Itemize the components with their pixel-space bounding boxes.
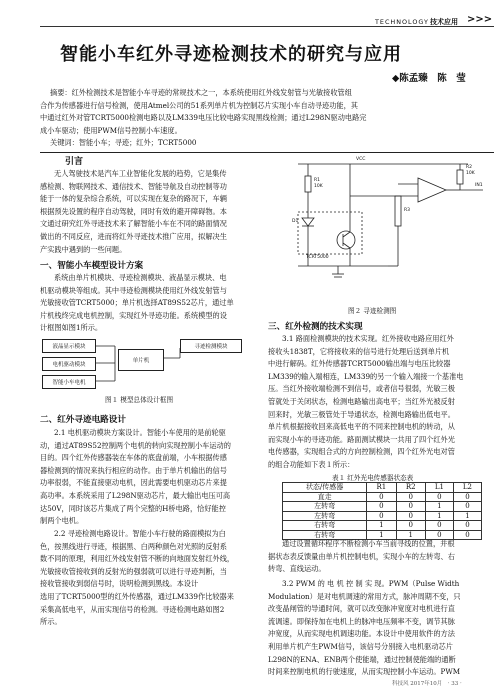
section2-heading: 二、红外寻迹电路设计 <box>40 415 126 425</box>
intro-heading: 引言 <box>65 157 84 167</box>
section2-line: 目的。四个红外传感器装在车体的底盘前端，小车根据传感 <box>40 453 227 463</box>
figure2-label-r1: R1 <box>314 178 320 183</box>
header-section: 技术应用 <box>430 17 458 26</box>
intro-line: 做出的不同反应，进而将红外寻迹技术推广应用，拟解决生 <box>40 231 227 241</box>
table-cell: 0 <box>425 492 453 502</box>
section1-line: 系统由单片机模块、寻迹检测模块、液晶显示模块、电 <box>54 273 227 282</box>
section2-line: 接收管接收到弱信号时，说明检测到黑线。本设计 <box>40 579 199 589</box>
sensor-state-table <box>282 482 482 540</box>
header-brand: TECHNOLOGY <box>375 18 429 26</box>
intro-line: 产实践中遇到的一些问题。 <box>40 244 127 254</box>
section1-line: 光敏接收管TCRT5000；单片机选择AT89S52芯片，通过单 <box>40 298 234 308</box>
section3-line: 冲宽度，从而实现电机调速功能。本设计中使用软件的方法 <box>268 629 455 639</box>
table-cell: 0 <box>453 492 481 502</box>
table-header-cell: 状态/传感器 <box>283 483 367 493</box>
section2-line: 所示。 <box>40 617 62 627</box>
abstract-line: 合作为传感器进行信号检测，使用Atmel公司的51系列单片机为控制芯片实现小车自动寻迹功能，其 <box>40 100 358 110</box>
intro-body <box>40 168 262 256</box>
figure1-caption: 图１ 模型总体设计框图 <box>105 396 174 404</box>
table-cell: 0 <box>453 530 481 540</box>
figure2-label-r3: R3 <box>404 208 410 213</box>
section1-line: 机驱动模块等组成。其中寻迹检测模块使用红外线发射管与 <box>40 285 227 295</box>
section2-line: 数不同的原理，利用红外线发射管不断的向地面发射红外线， <box>40 554 235 564</box>
section3-line: 时间来控制电机的行驶速度，从而实现控制小车运动。PWM <box>268 667 461 677</box>
table-cell: 1 <box>425 502 453 512</box>
section3-line: 据状态表反馈量由单片机控制电机，实现小车的左转弯、右 <box>268 551 455 561</box>
table-cell: 1 <box>367 530 396 540</box>
section2-line: 动，通过AT89S52控制两个电机的转向实现控制小车运动的 <box>40 440 231 450</box>
abstract-line: 成小车驱动；使用PWM信号控制小车速度。 <box>40 125 182 135</box>
section3-line: Modulation）是对电机调速的常用方式，脉冲周期不变，只 <box>268 591 461 601</box>
section3-line: 改变晶闸管的导通时间，就可以改变脉冲宽度对电机进行直 <box>268 604 455 614</box>
section3-line: 3.2 PWM 的 电 机 控 制 实 现。PWM（Pulse Width <box>282 579 460 588</box>
page-footer: 科技风 2017年10月 · 33 · <box>392 681 462 687</box>
figure2-label-r1v: 10K <box>314 184 323 189</box>
section2-line: 采集高低电平，从而实现信号的检测。寻迹检测电路如图2 <box>40 604 225 614</box>
table-cell: 0 <box>453 502 481 512</box>
section3-line: 单片机根据接收回来高低电平的不同来控制电机的转动，从 <box>268 422 455 432</box>
figure2-label-out: IN1 <box>475 183 483 188</box>
figure1 <box>40 336 262 392</box>
intro-line: 能于一体的复杂综合系统，可以实现在复杂的路况下，车辆 <box>40 194 227 204</box>
figure1-box-track: 寻迹检测模块 <box>180 339 242 353</box>
figure2-label-u: TCRT5000 <box>306 255 329 260</box>
header-bar <box>40 26 494 27</box>
table-cell: 0 <box>367 502 396 512</box>
section2-line: 2.2 寻迹检测电路设计。智能小车行驶的路面模拟为白 <box>54 529 226 538</box>
table-cell: 左转弯 <box>283 511 367 521</box>
table-cell: 0 <box>396 492 425 502</box>
figure2-caption: 图２ 寻迹检测图 <box>348 307 397 315</box>
section3-line: 利用单片机产生PWM信号，该信号分别接入电机驱动芯片 <box>268 641 453 651</box>
table-header-cell: R1 <box>367 483 396 493</box>
section1-line: 计框图如图1所示。 <box>40 323 103 333</box>
section2-line: 2.1 电机驱动模块方案设计。智能小车使用的是前轮驱 <box>54 428 226 437</box>
table-cell: 0 <box>453 521 481 531</box>
figure2-circuit <box>268 156 494 302</box>
section2-line: 高功率。本系统采用了L298N驱动芯片，最大输出电压可高 <box>40 490 231 500</box>
figure2-label-r2: R2 <box>466 165 472 170</box>
figure2 <box>268 156 494 302</box>
section3-p2 <box>268 538 494 576</box>
section3-line: 的组合功能如下表１所示： <box>268 459 355 469</box>
section3-line: 接收头1838T，它将接收来的信号进行处理后送到单片机 <box>268 346 450 356</box>
table-cell: 0 <box>396 502 425 512</box>
section3-line: 压。当红外接收端检测不到信号，或者信号很弱，光敏三极 <box>268 384 455 394</box>
section3-line: 转弯、直线运动。 <box>268 564 326 574</box>
section2-p2 <box>40 528 262 629</box>
intro-line: 文通过研究红外寻迹技术来了解智能小车在不同的路面情况 <box>40 219 227 229</box>
chevron-icon: >>> <box>467 14 493 25</box>
section2-line: 色，按黑线进行寻迹，根据黑、白两种颜色对光照的反射系 <box>40 541 227 551</box>
figure1-box-mcu: 单片机 <box>118 349 164 371</box>
table-row <box>283 492 482 502</box>
table-header-cell: L2 <box>453 483 481 493</box>
section3-line: L298N的ENA、ENB两个使能端，通过控制使能端的通断 <box>268 654 456 664</box>
authors: ◆陈孟臻 陈 莹 <box>392 73 466 84</box>
table-cell: 左转弯 <box>283 502 367 512</box>
section3-line: 中进行解码。红外传感器TCRT5000输出端与电压比较器 <box>268 359 451 369</box>
table-header-row <box>283 483 482 493</box>
table-cell: 1 <box>396 530 425 540</box>
figure2-label-vcc: VCC <box>356 157 366 162</box>
table-row <box>283 511 482 521</box>
figure1-box-lcd: 液晶显示模块 <box>42 339 96 353</box>
table-cell: 0 <box>425 521 453 531</box>
intro-line: 无人驾驶技术是汽车工业智能化发展的趋势，它是集传 <box>54 169 227 178</box>
section2-line: 选用了TCRT5000型的红外传感器，通过LM339作比较器来 <box>40 591 234 601</box>
section3-line: 流调速。即保持加在电机上的脉冲电压频率不变，调节其脉 <box>268 616 455 626</box>
abstract-line: 中通过红外对管TCRT5000检测电路以及LM339电压比较电路实现黑线检测；通过L298N驱动电路完 <box>40 113 367 123</box>
section3-line: LM339的输入端相连，LM339的另一个输入端接一个基准电 <box>268 371 464 381</box>
section3-p3 <box>268 578 494 679</box>
table-header-cell: L1 <box>425 483 453 493</box>
table-cell: 右转弯 <box>283 521 367 531</box>
table-cell: 0 <box>396 511 425 521</box>
keywords: 关键词：智能小车；寻迹；红外；TCRT5000 <box>50 138 197 148</box>
section1-body <box>40 272 262 335</box>
table-cell: 1 <box>367 521 396 531</box>
figure1-box-drive: 电机驱动模块 <box>42 357 96 371</box>
intro-line: 感检测、物联网技术、通信技术、智能导航及自动控制等功 <box>40 181 227 191</box>
figure2-label-d1: D1 <box>292 219 299 224</box>
section2-line: 达50V，同时该芯片集成了两个完整的H桥电路，恰好能控 <box>40 503 226 513</box>
section3-line: 回来时，光敏三极管处于导通状态，检测电路输出低电平。 <box>268 409 455 419</box>
abstract-divider <box>40 152 494 153</box>
table-row <box>283 502 482 512</box>
section3-line: 电传感器，实现组合式的方向控制检测，四个红外光电对管 <box>268 447 455 457</box>
section3-heading: 三、红外检测的技术实现 <box>268 322 363 332</box>
section3-line: 管就处于关闭状态，检测电路输出高电平；当红外光被反射 <box>268 396 455 406</box>
page-title: 智能小车红外寻迹检测技术的研究与应用 <box>60 44 402 65</box>
section1-line: 片机栈终完成电机控制，实现红外寻迹功能。系统模型的设 <box>40 310 227 320</box>
section3-p1 <box>268 333 494 472</box>
section3-line: 3.1 路面检测模块的技术实现。红外接收电路应用红外 <box>282 334 454 343</box>
section2-line: 制两个电机。 <box>40 516 84 526</box>
table-cell: 0 <box>396 521 425 531</box>
table-cell: 0 <box>367 492 396 502</box>
section2-line: 功率很弱，不能直接驱动电机，因此需要电机驱动芯片来提 <box>40 478 227 488</box>
intro-line: 根据预先设置的程序自动驾驶，同时有效的避开障碍物。本 <box>40 206 227 216</box>
abstract-line: 摘要：红外检测技术是智能小车寻迹的常规技术之一，本系统使用红外线发射管与光敏接收管组 <box>50 88 352 97</box>
section2-p1 <box>40 427 262 528</box>
table-header-cell: R2 <box>396 483 425 493</box>
section2-line: 器检测到的情况来执行相应的动作。由于单片机输出的信号 <box>40 465 227 475</box>
section3-line: 通过设置循环程序不断检测小车当前寻线的位置，并根 <box>282 539 455 548</box>
table-cell: 右转弯 <box>283 530 367 540</box>
table-row <box>283 521 482 531</box>
table-cell: 1 <box>425 511 453 521</box>
table-caption: 表１ 红外光电传感器状态表 <box>332 474 414 482</box>
table-cell: 0 <box>425 530 453 540</box>
figure1-box-motor: 智能小车电机 <box>42 375 96 389</box>
section2-line: 光敏接收管接收到的反射光的强弱就可以进行寻迹判断，当 <box>40 566 227 576</box>
table-cell: 0 <box>367 511 396 521</box>
table-cell: 1 <box>453 511 481 521</box>
table-cell: 直走 <box>283 492 367 502</box>
section3-line: 而实现小车的寻迹功能。路面测试模块一共用了四个红外光 <box>268 434 455 444</box>
abstract <box>40 87 480 150</box>
section1-heading: 一、智能小车模型设计方案 <box>40 261 144 271</box>
figure2-label-r2v: 10K <box>466 171 475 176</box>
